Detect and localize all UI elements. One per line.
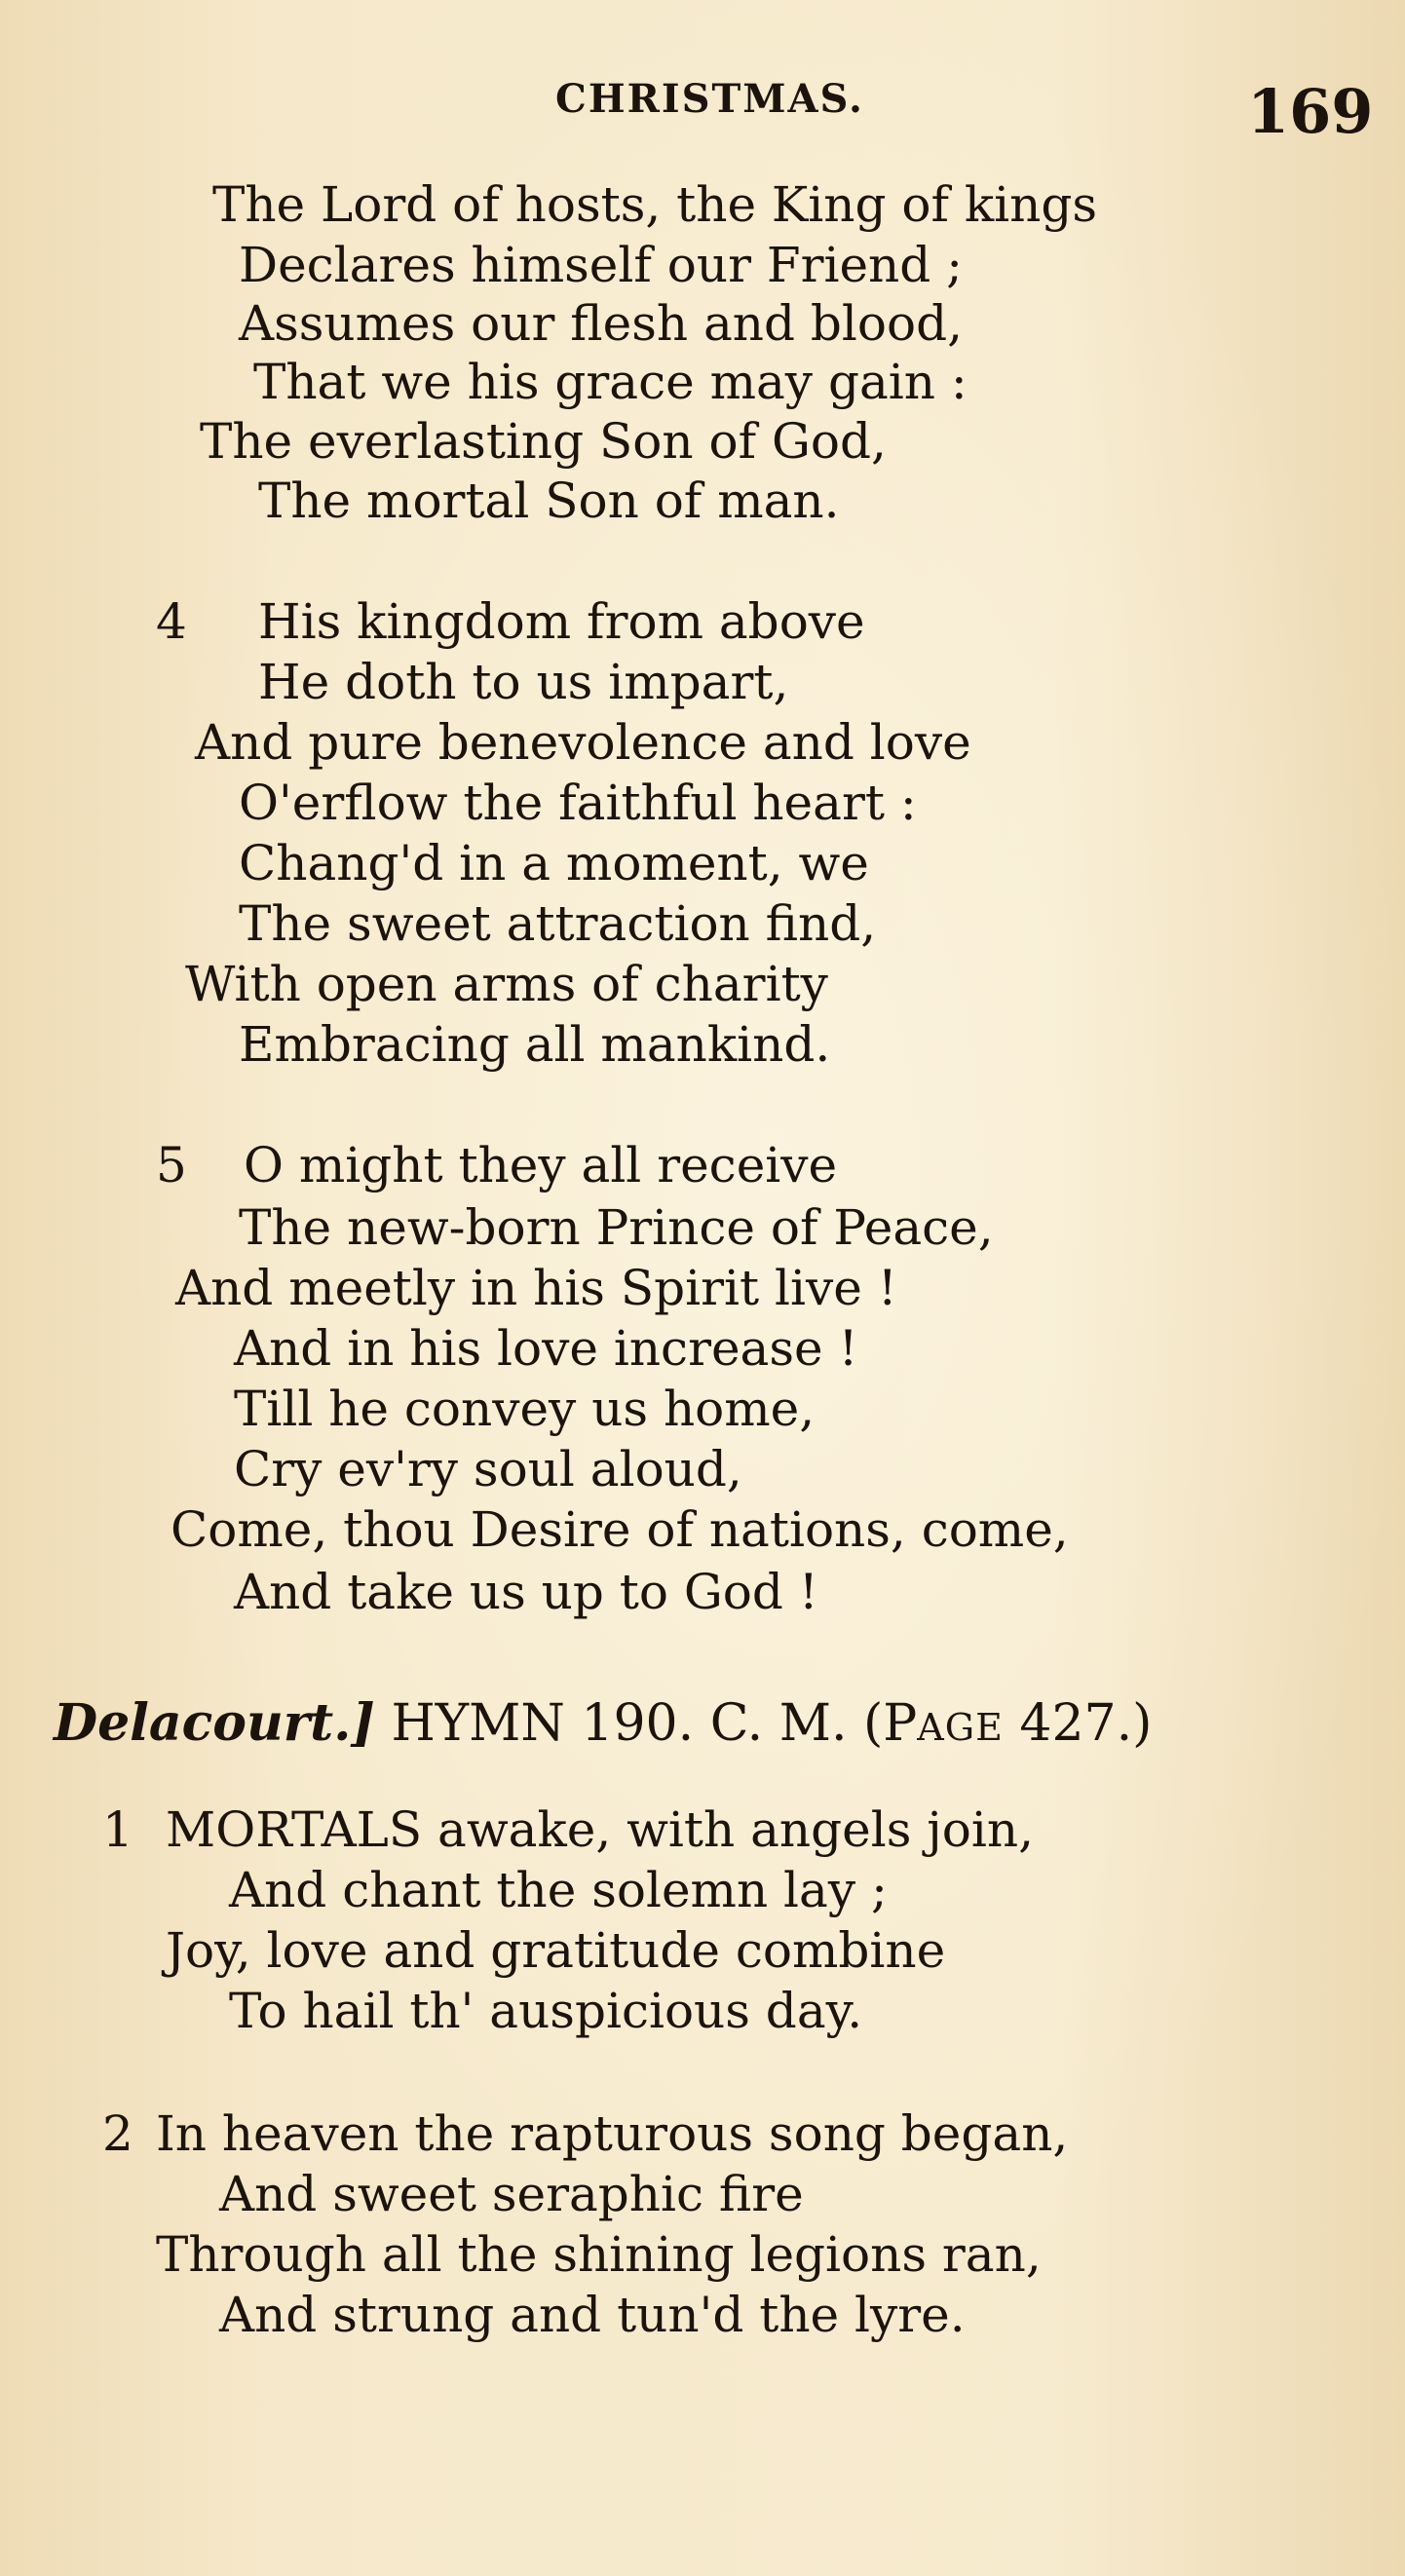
stanza-number: 1 <box>102 1801 133 1858</box>
verse-line: Come, thou Desire of nations, come, <box>171 1501 1069 1558</box>
hymn-heading <box>54 1693 1152 1758</box>
verse-line: Cry ev'ry soul aloud, <box>234 1441 742 1497</box>
verse-line: The new-born Prince of Peace, <box>239 1199 994 1256</box>
verse-line: MORTALS awake, with angels join, <box>166 1801 1034 1858</box>
verse-line: The mortal Son of man. <box>258 473 840 529</box>
verse-line: Till he convey us home, <box>234 1381 816 1437</box>
verse-line: To hail th' auspicious day. <box>229 1983 863 2039</box>
stanza-number: 2 <box>102 2105 133 2162</box>
verse-line: And in his love increase ! <box>234 1320 858 1377</box>
verse-line: And strung and tun'd the lyre. <box>219 2287 966 2343</box>
verse-line: That we his grace may gain : <box>253 354 968 410</box>
verse-line: The Lord of hosts, the King of kings <box>212 176 1098 233</box>
verse-line: Chang'd in a moment, we <box>239 835 869 891</box>
verse-line: Declares himself our Friend ; <box>239 237 963 293</box>
verse-line: The sweet attraction find, <box>239 895 877 952</box>
hymn-meter: C. M. <box>709 1694 848 1753</box>
hymn-title: HYMN 190. <box>391 1694 695 1753</box>
verse-line: With open arms of charity <box>185 956 828 1012</box>
first-word: MORTALS <box>166 1801 423 1858</box>
verse-line: The everlasting Son of God, <box>200 413 887 470</box>
running-head: CHRISTMAS. <box>555 76 864 122</box>
verse-line: His kingdom from above <box>258 593 865 650</box>
verse-line: And take us up to God ! <box>234 1564 818 1620</box>
page-reference: (PAGE 427.) <box>863 1694 1153 1753</box>
tune-name: Delacourt.] <box>54 1693 375 1753</box>
verse-line: Embracing all mankind. <box>239 1016 831 1073</box>
verse-line: And pure benevolence and love <box>195 714 971 771</box>
verse-line: And chant the solemn lay ; <box>229 1862 888 1918</box>
verse-line: Joy, love and gratitude combine <box>166 1922 946 1979</box>
verse-line: O might they all receive <box>244 1137 838 1193</box>
verse-line: And meetly in his Spirit live ! <box>175 1260 897 1316</box>
verse-line: And sweet seraphic fire <box>219 2166 804 2222</box>
verse-line: In heaven the rapturous song began, <box>156 2105 1069 2162</box>
page-number: 169 <box>1247 76 1374 147</box>
stanza-number: 5 <box>156 1137 187 1193</box>
verse-line: He doth to us impart, <box>258 654 789 710</box>
stanza-number: 4 <box>156 593 187 650</box>
verse-line: O'erflow the faithful heart : <box>239 775 917 831</box>
verse-line: Assumes our flesh and blood, <box>239 295 963 352</box>
verse-line: Through all the shining legions ran, <box>156 2226 1042 2283</box>
